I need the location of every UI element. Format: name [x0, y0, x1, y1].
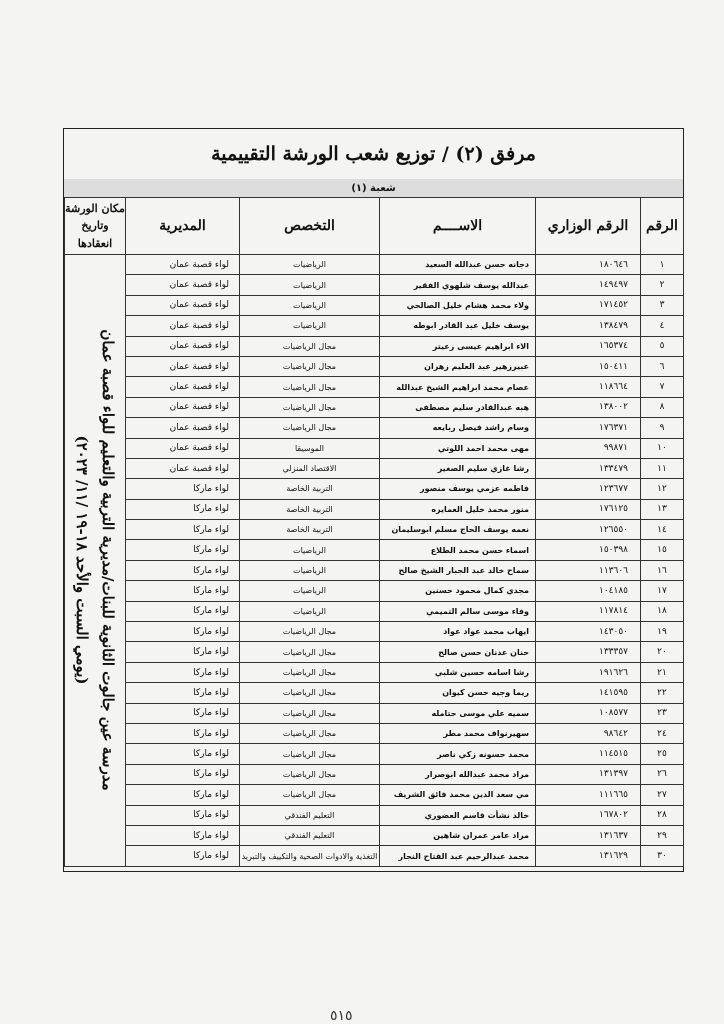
cell-ministry-no: ١٣٨٠٠٢: [536, 397, 641, 417]
cell-ministry-no: ١٧١٤٥٢: [536, 295, 641, 315]
cell-name: مراد عامر عمران شاهين: [380, 825, 536, 845]
cell-ministry-no: ١٧٦١٢٥: [536, 499, 641, 519]
participants-table: [64, 197, 684, 867]
cell-specialization: التربية الخاصة: [240, 520, 380, 540]
cell-directorate: لواء ماركا: [126, 846, 240, 866]
cell-directorate: لواء قصبة عمان: [126, 356, 240, 376]
cell-directorate: لواء ماركا: [126, 825, 240, 845]
cell-name: خالد نشأت قاسم العضوري: [380, 805, 536, 825]
cell-ministry-no: ١٠٨٥٧٧: [536, 703, 641, 723]
cell-specialization: التعليم الفندقي: [240, 825, 380, 845]
table-row: [65, 336, 684, 356]
cell-directorate: لواء قصبة عمان: [126, 377, 240, 397]
cell-specialization: مجال الرياضيات: [240, 418, 380, 438]
cell-ministry-no: ١٥٠٣٩٨: [536, 540, 641, 560]
table-row: [65, 438, 684, 458]
cell-directorate: لواء ماركا: [126, 703, 240, 723]
cell-name: رشا اسامه حسين شلبي: [380, 662, 536, 682]
cell-index: ٢٠: [641, 642, 684, 662]
cell-name: الاء ابراهيم عيسى زعيتر: [380, 336, 536, 356]
table-row: [65, 662, 684, 682]
cell-index: ٨: [641, 397, 684, 417]
table-row: [65, 723, 684, 743]
cell-ministry-no: ١١١٦٦٥: [536, 785, 641, 805]
cell-specialization: مجال الرياضيات: [240, 336, 380, 356]
cell-directorate: لواء قصبة عمان: [126, 418, 240, 438]
cell-ministry-no: ١٧٦٣٧١: [536, 418, 641, 438]
cell-specialization: الرياضيات: [240, 540, 380, 560]
cell-specialization: الموسيقا: [240, 438, 380, 458]
cell-directorate: لواء قصبة عمان: [126, 255, 240, 275]
table-row: [65, 458, 684, 478]
table-row: [65, 316, 684, 336]
cell-directorate: لواء قصبة عمان: [126, 295, 240, 315]
cell-index: ١٢: [641, 479, 684, 499]
document-frame: [63, 128, 684, 872]
venue-text: [69, 330, 121, 791]
cell-index: ٢١: [641, 662, 684, 682]
table-row: [65, 255, 684, 275]
cell-index: ٩: [641, 418, 684, 438]
venue-line-1: مدرسة عين جالوت الثانوية للبنات/مديرية التربية والتعليم للواء قصبة عمان: [99, 329, 117, 791]
cell-specialization: مجال الرياضيات: [240, 397, 380, 417]
table-row: [65, 744, 684, 764]
cell-index: ٤: [641, 316, 684, 336]
cell-index: ١٤: [641, 520, 684, 540]
table-body: [65, 255, 684, 867]
header-directorate: المديرية: [126, 198, 240, 255]
cell-specialization: الرياضيات: [240, 601, 380, 621]
cell-ministry-no: ١١٤٥١٥: [536, 744, 641, 764]
cell-directorate: لواء ماركا: [126, 560, 240, 580]
cell-specialization: الرياضيات: [240, 581, 380, 601]
cell-index: ١٣: [641, 499, 684, 519]
cell-ministry-no: ١١٧٨١٤: [536, 601, 641, 621]
table-row: [65, 601, 684, 621]
cell-directorate: لواء ماركا: [126, 642, 240, 662]
cell-name: وفاء موسى سالم التميمي: [380, 601, 536, 621]
header-ministry-no: الرقم الوزاري: [536, 198, 641, 255]
cell-index: ١٥: [641, 540, 684, 560]
table-row: [65, 703, 684, 723]
cell-name: محمد عبدالرحيم عبد الفتاح النجار: [380, 846, 536, 866]
cell-specialization: الرياضيات: [240, 275, 380, 295]
cell-index: ٢٧: [641, 785, 684, 805]
cell-specialization: مجال الرياضيات: [240, 723, 380, 743]
cell-ministry-no: ١١٣٦٠٦: [536, 560, 641, 580]
cell-name: مجدي كمال محمود حسنين: [380, 581, 536, 601]
cell-directorate: لواء ماركا: [126, 499, 240, 519]
header-specialization: التخصص: [240, 198, 380, 255]
table-row: [65, 560, 684, 580]
cell-specialization: مجال الرياضيات: [240, 356, 380, 376]
cell-name: نعمه يوسف الحاج مسلم ابوسليمان: [380, 520, 536, 540]
table-row: [65, 397, 684, 417]
cell-ministry-no: ١٣١٦٣٧: [536, 825, 641, 845]
cell-name: رشا غازي سليم الصغير: [380, 458, 536, 478]
table-row: [65, 846, 684, 866]
cell-ministry-no: ١٣٣٤٧٩: [536, 458, 641, 478]
cell-name: اسماء حسن محمد الطلاع: [380, 540, 536, 560]
cell-name: سماح خالد عبد الجبار الشيخ صالح: [380, 560, 536, 580]
cell-specialization: الرياضيات: [240, 295, 380, 315]
table-row: [65, 683, 684, 703]
cell-specialization: الرياضيات: [240, 316, 380, 336]
cell-directorate: لواء قصبة عمان: [126, 397, 240, 417]
cell-index: ١٩: [641, 622, 684, 642]
cell-name: سميه علي موسى حتامله: [380, 703, 536, 723]
cell-ministry-no: ١٣٨٤٧٩: [536, 316, 641, 336]
table-row: [65, 418, 684, 438]
table-row: [65, 642, 684, 662]
cell-specialization: مجال الرياضيات: [240, 683, 380, 703]
table-row: [65, 295, 684, 315]
header-name: الاســــم: [380, 198, 536, 255]
cell-name: وسام راشد فيصل ربايعه: [380, 418, 536, 438]
cell-name: دجانه حسن عبدالله السعيد: [380, 255, 536, 275]
cell-specialization: مجال الرياضيات: [240, 377, 380, 397]
cell-ministry-no: ٩٨٦٤٢: [536, 723, 641, 743]
header-index: الرقم: [641, 198, 684, 255]
table-row: [65, 581, 684, 601]
cell-ministry-no: ١٤٩٤٩٧: [536, 275, 641, 295]
cell-name: مراد محمد عبدالله ابوصرار: [380, 764, 536, 784]
cell-name: فاطمه عزمي يوسف منصور: [380, 479, 536, 499]
cell-name: ريما وجيه حسن كيوان: [380, 683, 536, 703]
cell-index: ٧: [641, 377, 684, 397]
cell-specialization: الرياضيات: [240, 255, 380, 275]
cell-specialization: مجال الرياضيات: [240, 642, 380, 662]
cell-ministry-no: ١٢٦٥٥٠: [536, 520, 641, 540]
cell-ministry-no: ١٨٠٦٤٦: [536, 255, 641, 275]
table-row: [65, 377, 684, 397]
table-header-row: [65, 198, 684, 255]
cell-index: ٢: [641, 275, 684, 295]
cell-directorate: لواء ماركا: [126, 723, 240, 743]
cell-ministry-no: ١٣٣٣٥٧: [536, 642, 641, 662]
cell-specialization: الاقتصاد المنزلي: [240, 458, 380, 478]
cell-name: مهى محمد احمد اللوتي: [380, 438, 536, 458]
table-row: [65, 805, 684, 825]
table-row: [65, 785, 684, 805]
cell-index: ٢٦: [641, 764, 684, 784]
cell-specialization: مجال الرياضيات: [240, 703, 380, 723]
table-row: [65, 540, 684, 560]
section-label: شعبة (١): [64, 179, 683, 198]
cell-name: ولاء محمد هشام خليل الصالحي: [380, 295, 536, 315]
cell-ministry-no: ١٠٤١٨٥: [536, 581, 641, 601]
cell-specialization: مجال الرياضيات: [240, 744, 380, 764]
table-row: [65, 520, 684, 540]
table-row: [65, 275, 684, 295]
cell-specialization: الرياضيات: [240, 560, 380, 580]
cell-index: ١٠: [641, 438, 684, 458]
cell-directorate: لواء ماركا: [126, 622, 240, 642]
cell-ministry-no: ١٦٥٣٧٤: [536, 336, 641, 356]
cell-index: ٢٣: [641, 703, 684, 723]
table-row: [65, 825, 684, 845]
page-footer-mark: ٥١٥: [330, 1008, 353, 1024]
cell-ministry-no: ١٥٠٤١١: [536, 356, 641, 376]
cell-directorate: لواء ماركا: [126, 683, 240, 703]
cell-directorate: لواء ماركا: [126, 601, 240, 621]
cell-directorate: لواء قصبة عمان: [126, 316, 240, 336]
page-title: مرفق (٢) / توزيع شعب الورشة التقييمية: [64, 129, 683, 180]
cell-index: ١١: [641, 458, 684, 478]
cell-specialization: التغذية والادوات الصحية والتكييف والتبريد: [240, 846, 380, 866]
cell-specialization: التربية الخاصة: [240, 479, 380, 499]
cell-name: هبه عبدالقادر سليم مصطفى: [380, 397, 536, 417]
cell-ministry-no: ١٣١٣٩٧: [536, 764, 641, 784]
cell-index: ٣: [641, 295, 684, 315]
cell-name: مي سعد الدين محمد فائق الشريف: [380, 785, 536, 805]
table-row: [65, 622, 684, 642]
table-row: [65, 479, 684, 499]
cell-index: ١٧: [641, 581, 684, 601]
cell-ministry-no: ١٣١٦٢٩: [536, 846, 641, 866]
cell-ministry-no: ١٢٣٦٧٧: [536, 479, 641, 499]
venue-line-2: (يومي السبت والأحد ١٨-١٩ /١١/ ٢٠٢٣): [73, 435, 91, 685]
cell-specialization: التربية الخاصة: [240, 499, 380, 519]
cell-directorate: لواء ماركا: [126, 581, 240, 601]
cell-index: ١٨: [641, 601, 684, 621]
cell-name: سهيرنواف محمد مطر: [380, 723, 536, 743]
cell-ministry-no: ١٩١٦٢٦: [536, 662, 641, 682]
cell-index: ٣٠: [641, 846, 684, 866]
cell-specialization: التعليم الفندقي: [240, 805, 380, 825]
cell-index: ٢٢: [641, 683, 684, 703]
cell-specialization: مجال الرياضيات: [240, 662, 380, 682]
header-venue: مكان الورشة وتاريخ انعقادها: [65, 198, 126, 255]
cell-directorate: لواء ماركا: [126, 785, 240, 805]
cell-directorate: لواء ماركا: [126, 744, 240, 764]
table-row: [65, 764, 684, 784]
cell-venue: [65, 255, 126, 867]
cell-directorate: لواء ماركا: [126, 479, 240, 499]
cell-name: منور محمد خليل العمايره: [380, 499, 536, 519]
cell-name: يوسف خليل عبد القادر ابوطه: [380, 316, 536, 336]
cell-ministry-no: ١٤٣٠٥٠: [536, 622, 641, 642]
cell-name: ايهاب محمد عواد عواد: [380, 622, 536, 642]
cell-name: محمد حسونه زكي ناصر: [380, 744, 536, 764]
cell-directorate: لواء قصبة عمان: [126, 275, 240, 295]
cell-directorate: لواء قصبة عمان: [126, 438, 240, 458]
cell-directorate: لواء ماركا: [126, 662, 240, 682]
cell-name: عبدالله يوسف شلهوي الفقير: [380, 275, 536, 295]
cell-directorate: لواء ماركا: [126, 764, 240, 784]
cell-index: ٥: [641, 336, 684, 356]
cell-index: ٢٥: [641, 744, 684, 764]
cell-index: ١: [641, 255, 684, 275]
cell-specialization: مجال الرياضيات: [240, 764, 380, 784]
cell-specialization: مجال الرياضيات: [240, 622, 380, 642]
cell-index: ٢٨: [641, 805, 684, 825]
cell-directorate: لواء قصبة عمان: [126, 336, 240, 356]
cell-directorate: لواء ماركا: [126, 540, 240, 560]
cell-directorate: لواء قصبة عمان: [126, 458, 240, 478]
cell-index: ٢٤: [641, 723, 684, 743]
cell-name: حنان عدنان حسن صالح: [380, 642, 536, 662]
cell-ministry-no: ١٤١٥٩٥: [536, 683, 641, 703]
cell-specialization: مجال الرياضيات: [240, 785, 380, 805]
cell-index: ١٦: [641, 560, 684, 580]
cell-directorate: لواء ماركا: [126, 805, 240, 825]
cell-directorate: لواء ماركا: [126, 520, 240, 540]
cell-ministry-no: ٩٩٨٧١: [536, 438, 641, 458]
cell-ministry-no: ١١٨٦٦٤: [536, 377, 641, 397]
table-row: [65, 499, 684, 519]
cell-ministry-no: ١٦٧٨٠٢: [536, 805, 641, 825]
table-row: [65, 356, 684, 376]
cell-index: ٦: [641, 356, 684, 376]
cell-name: عصام محمد ابراهيم الشيخ عبدالله: [380, 377, 536, 397]
cell-index: ٢٩: [641, 825, 684, 845]
cell-name: عبيرزهير عبد العليم زهران: [380, 356, 536, 376]
